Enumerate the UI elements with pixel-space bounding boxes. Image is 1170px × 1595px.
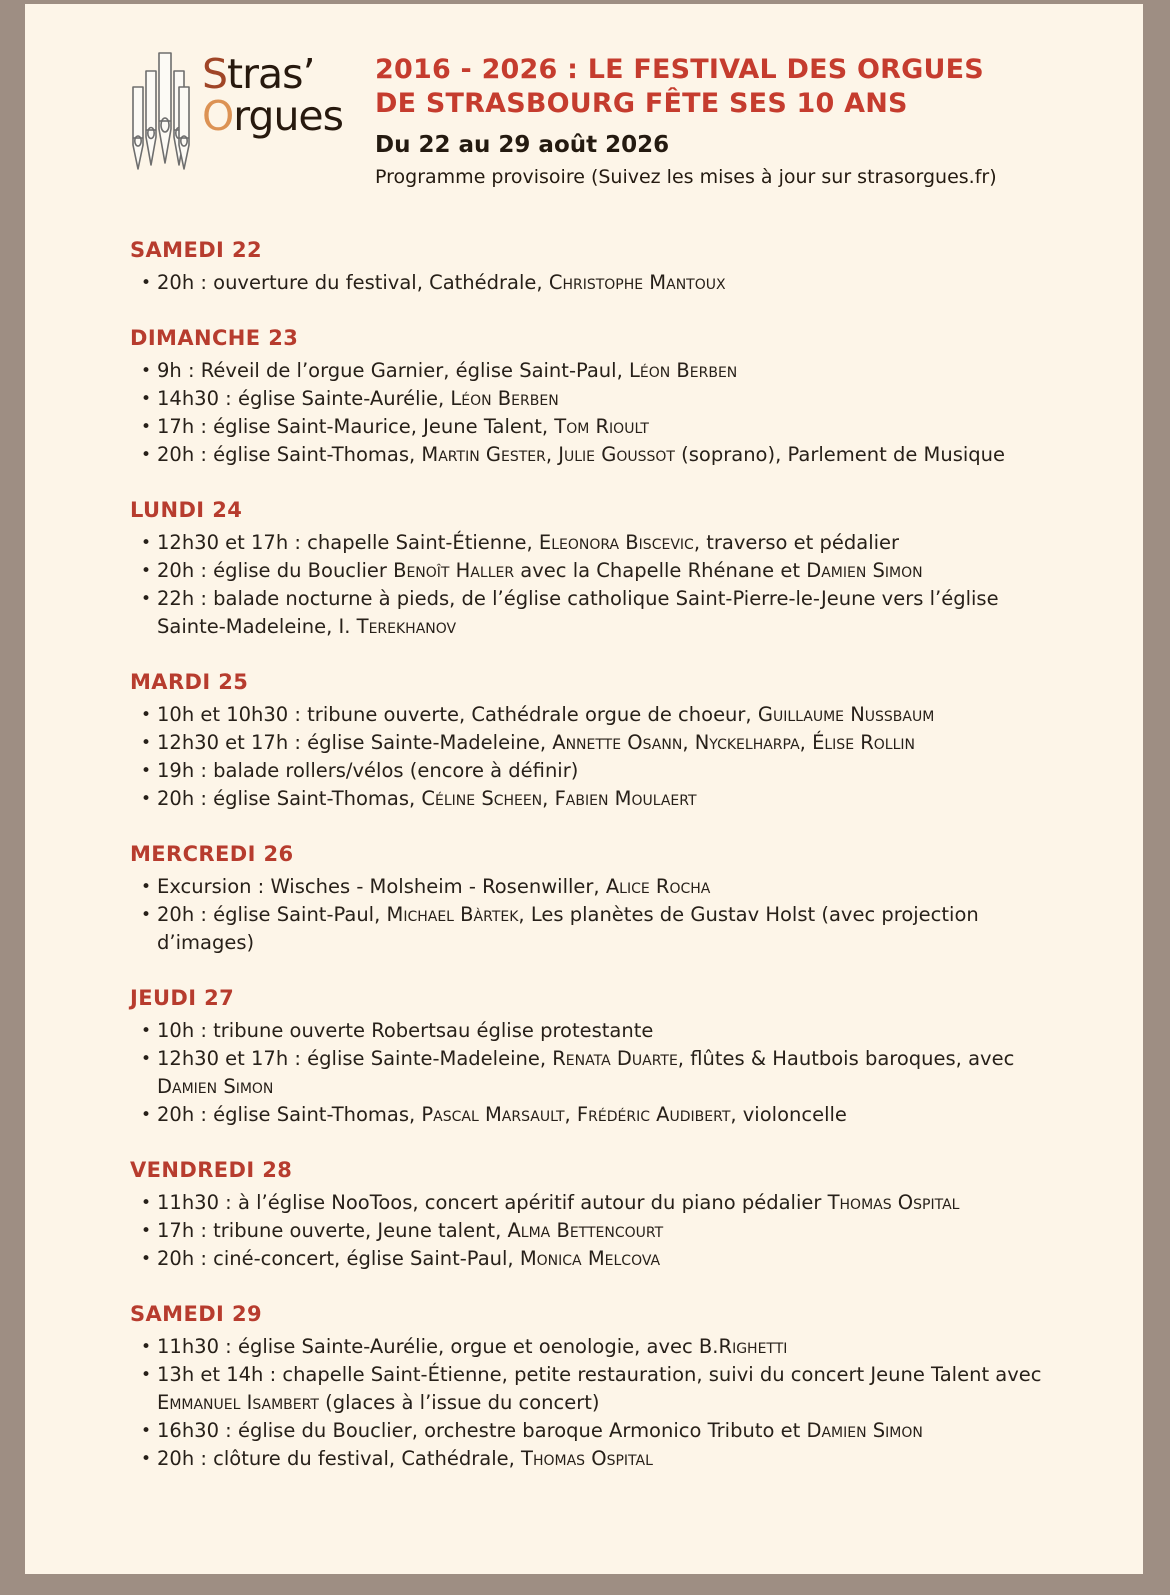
event-item: [141, 585, 1046, 641]
performer-name: Pascal Marsault: [421, 1103, 565, 1126]
event-list: [130, 269, 1046, 297]
performer-name: Righetti: [718, 1335, 788, 1358]
day-section: [130, 986, 1083, 1129]
performer-name: Damien Simon: [806, 559, 923, 582]
bullet-icon: •: [141, 561, 152, 581]
event-list: [130, 1017, 1046, 1129]
event-text: 17h : église Saint-Maurice, Jeune Talent, Tom Rioult: [157, 415, 649, 438]
bullet-icon: •: [141, 733, 152, 753]
event-text: 20h : église Saint-Paul, Michael Bàrtek, Les planètes de Gustav Holst (avec projection d’images): [157, 903, 979, 954]
event-text: 20h : clôture du festival, Cathédrale, Thomas Ospital: [157, 1447, 653, 1470]
performer-name: Michael Bàrtek: [386, 903, 519, 926]
performer-name: Damien Simon: [157, 1075, 274, 1098]
bullet-icon: •: [141, 1021, 152, 1041]
header: [130, 45, 1083, 188]
event-text: 20h : ouverture du festival, Cathédrale, Christophe Mantoux: [157, 271, 726, 294]
bullet-icon: •: [141, 1421, 152, 1441]
organ-pipes-icon: [130, 49, 192, 173]
day-section: [130, 326, 1083, 469]
bullet-icon: •: [141, 389, 152, 409]
bullet-icon: •: [141, 1049, 152, 1069]
title-block: [375, 45, 997, 188]
day-heading: MERCREDI 26: [130, 842, 294, 866]
bullet-icon: •: [141, 1221, 152, 1241]
bullet-icon: •: [141, 361, 152, 381]
event-text: 11h30 : à l’église NooToos, concert apéritif autour du piano pédalier Thomas Ospital: [157, 1191, 960, 1214]
performer-name: Fabien Moulaert: [554, 787, 697, 810]
event-text: 19h : balade rollers/vélos (encore à définir): [157, 759, 579, 782]
event-item: [141, 873, 1046, 901]
performer-name: Élise Rollin: [812, 731, 916, 754]
day-section: [130, 670, 1083, 813]
event-text: 10h et 10h30 : tribune ouverte, Cathédrale orgue de choeur, Guillaume Nussbaum: [157, 703, 935, 726]
event-text: 12h30 et 17h : chapelle Saint-Étienne, Eleonora Biscevic, traverso et pédalier: [157, 531, 900, 554]
day-section: [130, 842, 1083, 957]
event-list: [130, 1333, 1046, 1473]
performer-name: Terekhanov: [356, 615, 457, 638]
event-item: [141, 701, 1046, 729]
festival-tagline: Programme provisoire (Suivez les mises à jour sur strasorgues.fr): [375, 166, 997, 188]
logo-wordmark: [202, 50, 344, 140]
event-item: [141, 1045, 1046, 1101]
event-text: Excursion : Wisches - Molsheim - Rosenwiller, Alice Rocha: [157, 875, 711, 898]
event-item: [141, 357, 1046, 385]
day-heading: JEUDI 27: [130, 986, 235, 1010]
event-text: 20h : église Saint-Thomas, Céline Scheen, Fabien Moulaert: [157, 787, 697, 810]
day-section: [130, 498, 1083, 641]
bullet-icon: •: [141, 1193, 152, 1213]
day-section: [130, 238, 1083, 297]
event-text: 20h : église Saint-Thomas, Martin Gester, Julie Goussot (soprano), Parlement de Musique: [157, 443, 1006, 466]
event-text: 20h : église du Bouclier Benoît Haller avec la Chapelle Rhénane et Damien Simon: [157, 559, 923, 582]
event-text: 9h : Réveil de l’orgue Garnier, église Saint-Paul, Léon Berben: [157, 359, 738, 382]
event-text: 12h30 et 17h : église Sainte-Madeleine, Annette Osann, Nyckelharpa, Élise Rollin: [157, 731, 916, 754]
bullet-icon: •: [141, 905, 152, 925]
event-item: [141, 1101, 1046, 1129]
performer-name: Guillaume Nussbaum: [757, 703, 935, 726]
event-list: [130, 529, 1046, 641]
event-list: [130, 701, 1046, 813]
festival-title-line1: 2016 - 2026 : LE FESTIVAL DES ORGUES: [375, 54, 984, 85]
bullet-icon: •: [141, 1105, 152, 1125]
bullet-icon: •: [141, 705, 152, 725]
bullet-icon: •: [141, 1365, 152, 1385]
bullet-icon: •: [141, 445, 152, 465]
logo-line-stras: Stras’: [202, 50, 315, 98]
day-heading: VENDREDI 28: [130, 1158, 293, 1182]
event-item: [141, 1017, 1046, 1045]
performer-name: Renata Duarte: [552, 1047, 678, 1070]
day-section: [130, 1302, 1083, 1473]
day-heading: SAMEDI 22: [130, 238, 262, 262]
day-heading: SAMEDI 29: [130, 1302, 262, 1326]
event-text: 13h et 14h : chapelle Saint-Étienne, petite restauration, suivi du concert Jeune Talent avec Emmanuel Isambert (glaces à l’issue du concert): [157, 1363, 1042, 1414]
event-text: 12h30 et 17h : église Sainte-Madeleine, Renata Duarte, flûtes & Hautbois baroques, avec Damien Simon: [157, 1047, 1015, 1098]
event-item: [141, 385, 1046, 413]
event-item: [141, 1361, 1046, 1417]
event-item: [141, 729, 1046, 757]
event-item: [141, 557, 1046, 585]
event-text: 20h : église Saint-Thomas, Pascal Marsault, Frédéric Audibert, violoncelle: [157, 1103, 847, 1126]
performer-name: Eleonora Biscevic: [538, 531, 694, 554]
event-item: [141, 1417, 1046, 1445]
performer-name: Julie Goussot: [558, 443, 675, 466]
bullet-icon: •: [141, 589, 152, 609]
event-text: 14h30 : église Sainte-Aurélie, Léon Berben: [157, 387, 559, 410]
event-item: [141, 1245, 1046, 1273]
bullet-icon: •: [141, 877, 152, 897]
bullet-icon: •: [141, 1337, 152, 1357]
performer-name: Alice Rocha: [605, 875, 711, 898]
performer-name: Christophe Mantoux: [548, 271, 726, 294]
event-list: [130, 357, 1046, 469]
event-item: [141, 1189, 1046, 1217]
event-item: [141, 441, 1046, 469]
performer-name: Alma Bettencourt: [507, 1219, 664, 1242]
bullet-icon: •: [141, 789, 152, 809]
performer-name: Léon Berben: [628, 359, 738, 382]
program-page: [25, 4, 1143, 1574]
bullet-icon: •: [141, 1249, 152, 1269]
day-heading: MARDI 25: [130, 670, 249, 694]
event-item: [141, 1333, 1046, 1361]
event-text: 16h30 : église du Bouclier, orchestre baroque Armonico Tributo et Damien Simon: [157, 1419, 923, 1442]
event-list: [130, 873, 1046, 957]
performer-name: Damien Simon: [806, 1419, 923, 1442]
performer-name: Benoît Haller: [393, 559, 515, 582]
bullet-icon: •: [141, 1449, 152, 1469]
event-text: 10h : tribune ouverte Robertsau église protestante: [157, 1019, 654, 1042]
day-heading: DIMANCHE 23: [130, 326, 299, 350]
day-section: [130, 1158, 1083, 1273]
event-list: [130, 1189, 1046, 1273]
bullet-icon: •: [141, 533, 152, 553]
event-item: [141, 1445, 1046, 1473]
festival-title-line2: DE STRASBOURG FÊTE SES 10 ANS: [375, 88, 908, 119]
festival-date-range: Du 22 au 29 août 2026: [375, 132, 670, 158]
performer-name: Thomas Ospital: [521, 1447, 653, 1470]
performer-name: Emmanuel Isambert: [157, 1391, 319, 1414]
performer-name: Nyckelharpa: [694, 731, 800, 754]
event-item: [141, 269, 1046, 297]
event-item: [141, 757, 1046, 785]
event-text: 11h30 : église Sainte-Aurélie, orgue et oenologie, avec B.Righetti: [157, 1335, 788, 1358]
performer-name: Thomas Ospital: [827, 1191, 960, 1214]
event-text: 20h : ciné-concert, église Saint-Paul, Monica Melcova: [157, 1247, 661, 1270]
performer-name: Frédéric Audibert: [576, 1103, 731, 1126]
event-text: 17h : tribune ouverte, Jeune talent, Alma Bettencourt: [157, 1219, 664, 1242]
performer-name: Monica Melcova: [519, 1247, 661, 1270]
event-text: 22h : balade nocturne à pieds, de l’église catholique Saint-Pierre-le-Jeune vers l’église Sainte-Madeleine, I. Terekhanov: [157, 587, 999, 638]
event-item: [141, 529, 1046, 557]
day-heading: LUNDI 24: [130, 498, 243, 522]
performer-name: Annette Osann: [552, 731, 683, 754]
bullet-icon: •: [141, 417, 152, 437]
performer-name: Martin Gester: [421, 443, 546, 466]
performer-name: Léon Berben: [450, 387, 559, 410]
bullet-icon: •: [141, 761, 152, 781]
event-item: [141, 901, 1046, 957]
bullet-icon: •: [141, 273, 152, 293]
event-item: [141, 413, 1046, 441]
days-list: [130, 238, 1083, 1473]
logo-line-orgues: Orgues: [202, 92, 344, 140]
performer-name: Céline Scheen: [421, 787, 543, 810]
performer-name: Tom Rioult: [554, 415, 649, 438]
stras-orgues-logo: [130, 45, 343, 173]
event-item: [141, 1217, 1046, 1245]
event-item: [141, 785, 1046, 813]
